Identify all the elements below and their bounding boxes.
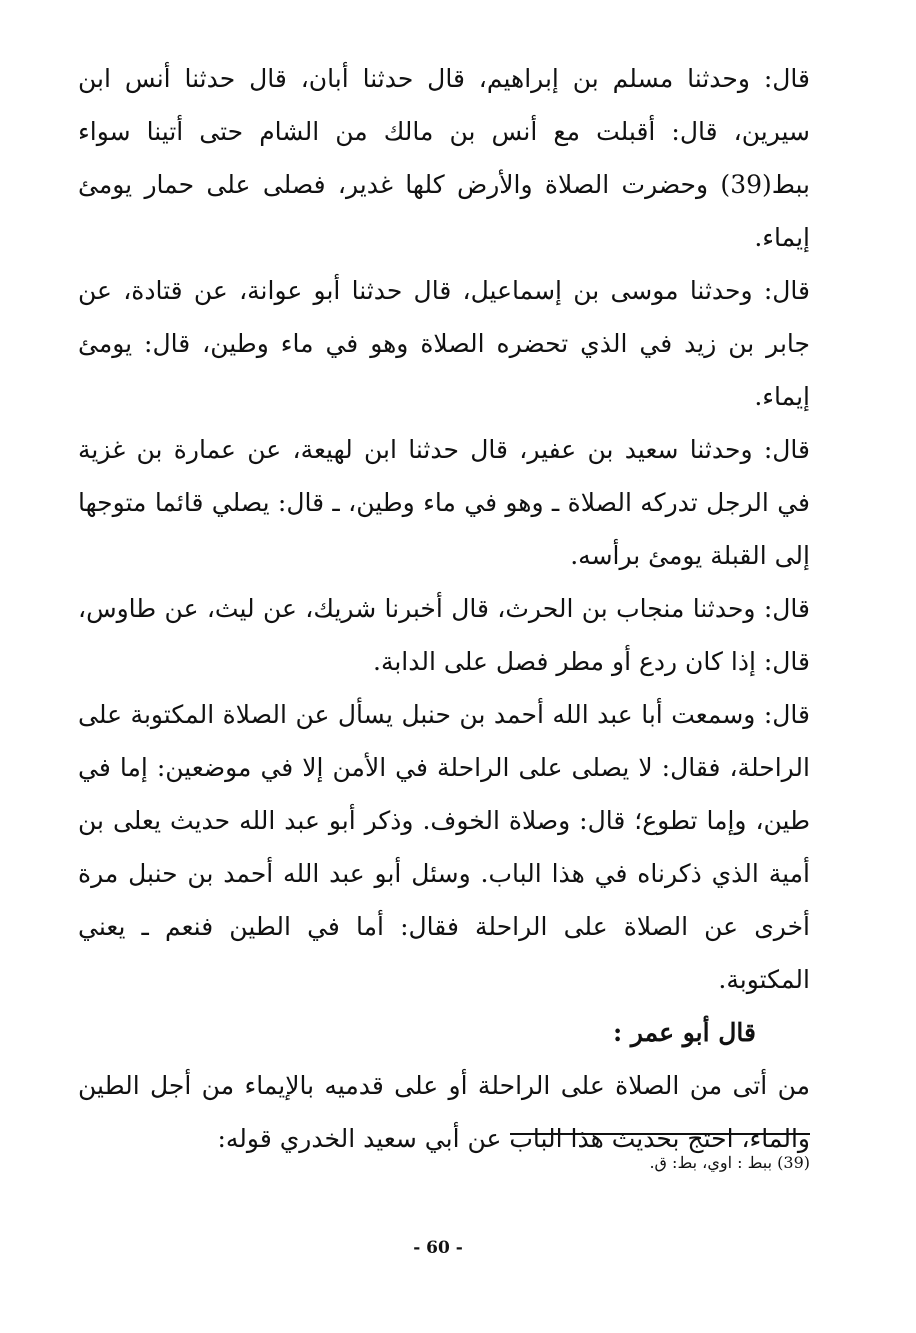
section-heading-abu-umar: قال أبو عمر :	[612, 1018, 756, 1047]
page-number: - 60 -	[413, 1238, 463, 1258]
footnote: (39) ببط : اوي، بط: ق.	[649, 1153, 810, 1172]
paragraph-said-hadith: قال: وحدثنا سعيد بن عفير، قال حدثنا ابن لهيعة، عن عمارة بن غزية في الرجل تدركه الصلاة ـ وهو في ماء وطين، ـ قال: يصلي قائما متوجها إلى القبلة يومئ برأسه.	[78, 435, 810, 570]
paragraph-ahmad-ibn-hanbal: قال: وسمعت أبا عبد الله أحمد بن حنبل يسأل عن الصلاة المكتوبة على الراحلة، فقال: لا يصلى على الراحلة في الأمن إلا في موضعين: إما في طين، وإما تطوع؛ قال: وصلاة الخوف. وذكر أبو عبد الله حديث يعلى بن أمية الذي ذكرناه في هذا الباب. وسئل أبو عبد الله أحمد بن حنبل مرة أخرى عن الصلاة على الراحلة فقال: أما في الطين فنعم ـ يعني المكتوبة.	[78, 700, 810, 994]
paragraph-muslim-hadith: قال: وحدثنا مسلم بن إبراهيم، قال حدثنا أبان، قال حدثنا أنس ابن سيرين، قال: أقبلت مع أنس بن مالك من الشام حتى أتينا سواء ببط(39) وحضرت الصلاة والأرض كلها غدير، فصلى على حمار يومئ إيماء.	[78, 64, 810, 252]
body-text	[78, 52, 810, 1165]
paragraph-abu-umar-comment: من أتى من الصلاة على الراحلة أو على قدميه بالإيماء من أجل الطين والماء، احتج بحديث هذا الباب عن أبي سعيد الخدري قوله:	[78, 1071, 810, 1153]
paragraph-minjab-hadith: قال: وحدثنا منجاب بن الحرث، قال أخبرنا شريك، عن ليث، عن طاوس، قال: إذا كان ردع أو مطر فصل على الدابة.	[78, 594, 810, 676]
footnote-divider	[510, 1133, 810, 1135]
paragraph-musa-hadith: قال: وحدثنا موسى بن إسماعيل، قال حدثنا أبو عوانة، عن قتادة، عن جابر بن زيد في الذي تحضره الصلاة وهو في ماء وطين، قال: يومئ إيماء.	[78, 276, 810, 411]
